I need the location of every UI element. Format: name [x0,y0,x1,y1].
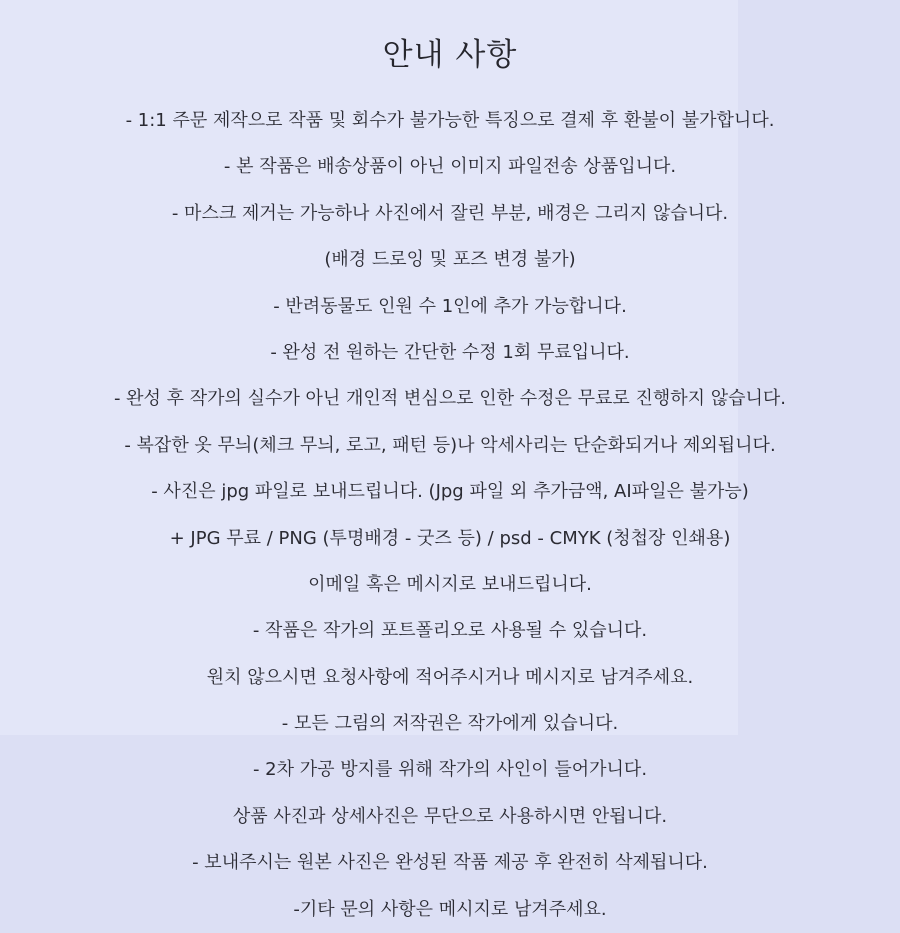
notice-line-file-format: - 사진은 jpg 파일로 보내드립니다. (Jpg 파일 외 추가금액, AI파일은 불가능) [151,481,749,503]
notice-line-copyright: - 모든 그림의 저작권은 작가에게 있습니다. [281,713,619,735]
notice-line-file-product: - 본 작품은 배송상품이 아닌 이미지 파일전송 상품입니다. [223,156,677,178]
notice-line-pets: - 반려동물도 인원 수 1인에 추가 가능합니다. [273,295,627,317]
notice-line-free-revision: - 완성 전 원하는 간단한 수정 1회 무료입니다. [270,341,630,363]
notice-line-portfolio-optout: 원치 않으시면 요청사항에 적어주시거나 메시지로 남겨주세요. [206,666,694,688]
page-title: 안내 사항 [382,37,518,73]
notice-line-mask-removal: - 마스크 제거는 가능하나 사진에서 잘린 부분, 배경은 그리지 않습니다. [171,202,729,224]
notice-line-signature: - 2차 가공 방지를 위해 작가의 사인이 들어가니다. [252,759,648,781]
notice-line-delivery: 이메일 혹은 메시지로 보내드립니다. [308,573,592,595]
notice-line-portfolio: - 작품은 작가의 포트폴리오로 사용될 수 있습니다. [252,620,648,642]
notice-line-photo-usage: 상품 사진과 상세사진은 무단으로 사용하시면 안됩니다. [232,805,668,827]
notice-line-simplification: - 복잡한 옷 무늬(체크 무늬, 로고, 패턴 등)나 악세사리는 단순화되거나 제외됩니다. [124,434,776,456]
notice-line-format-options: + JPG 무료 / PNG (투명배경 - 굿즈 등) / psd - CMYK (청첩장 인쇄용) [169,527,731,549]
notice-line-refund-policy: - 1:1 주문 제작으로 작품 및 회수가 불가능한 특징으로 결제 후 환불이 불가합니다. [125,110,775,131]
notice-line-background-note: (배경 드로잉 및 포즈 변경 불가) [324,249,576,271]
notice-line-inquiries: -기타 문의 사항은 메시지로 남겨주세요. [293,898,607,920]
notice-line-paid-revision: - 완성 후 작가의 실수가 아닌 개인적 변심으로 인한 수정은 무료로 진행하지 않습니다. [113,388,787,410]
notice-line-photo-deletion: - 보내주시는 원본 사진은 완성된 작품 제공 후 완전히 삭제됩니다. [192,852,708,874]
notice-list [0,98,900,933]
